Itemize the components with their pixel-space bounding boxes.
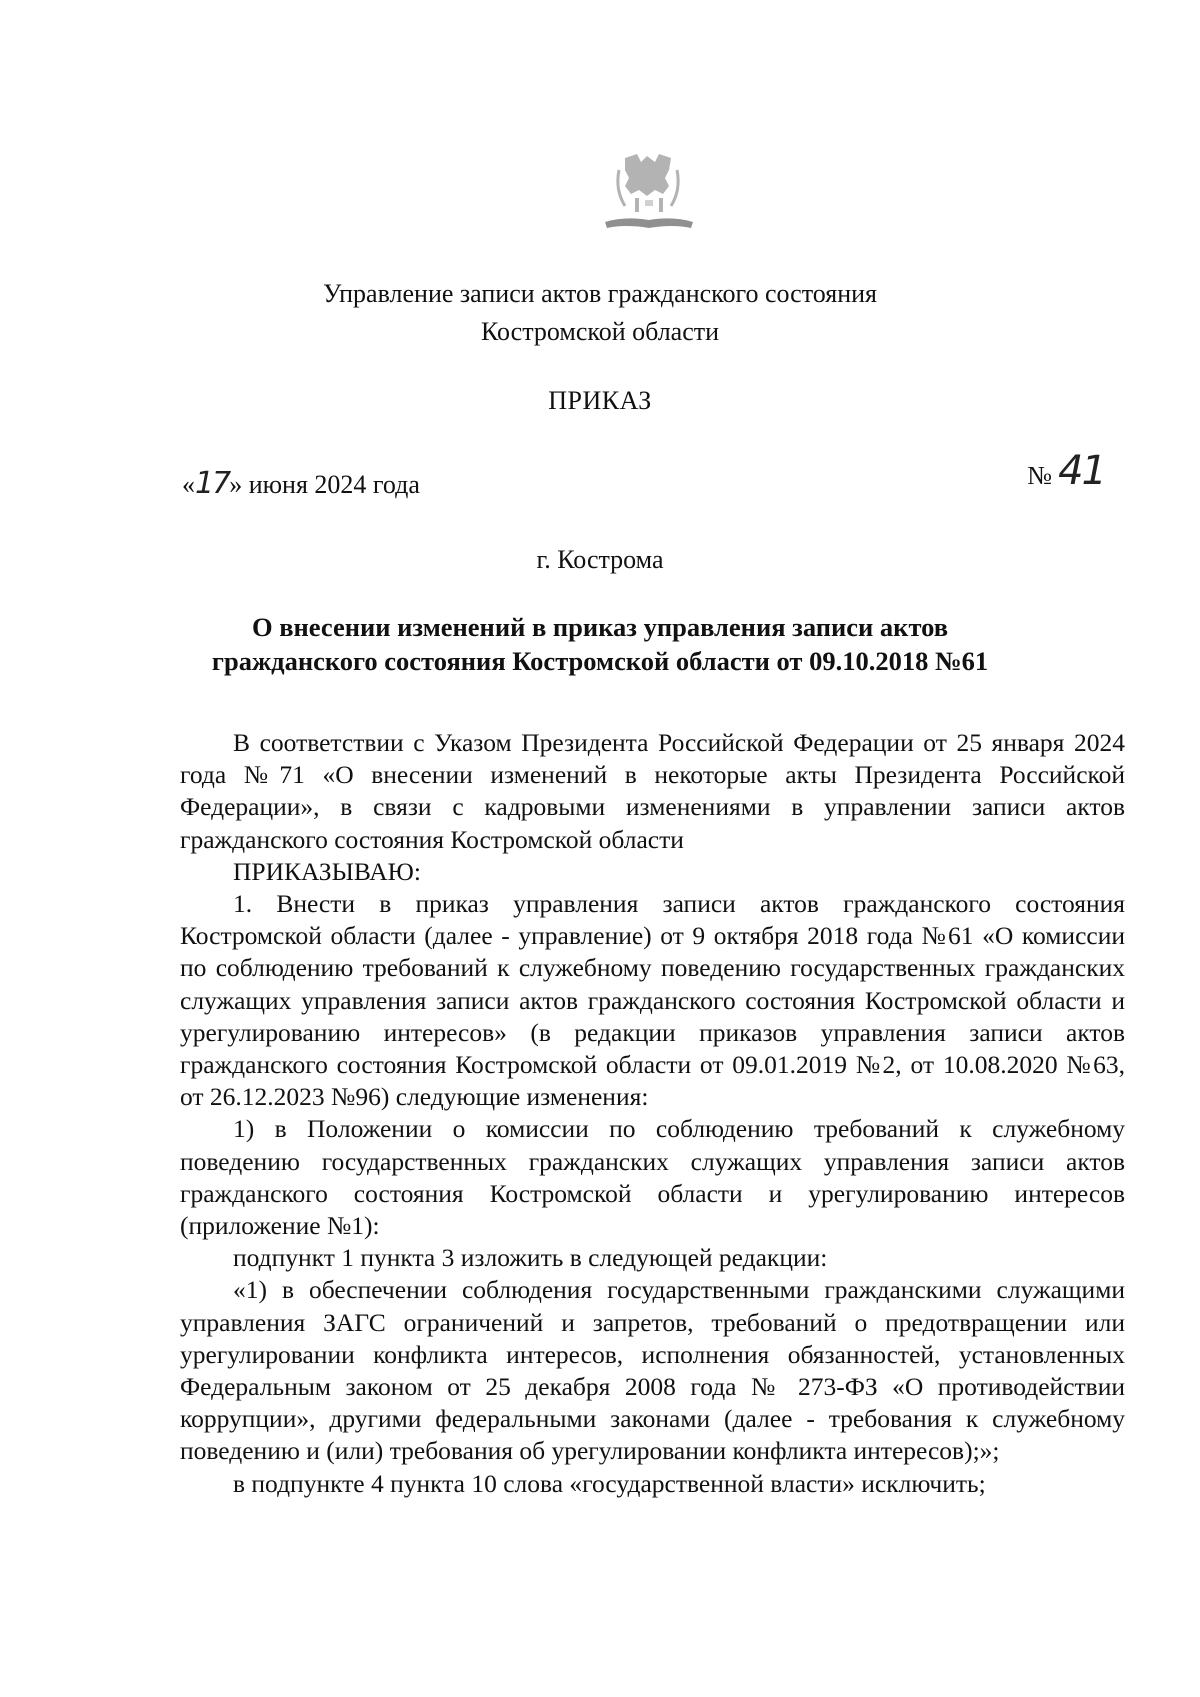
- coat-of-arms-emblem: [585, 150, 715, 250]
- date-open-quote: «: [182, 470, 195, 499]
- order-date: [182, 466, 420, 501]
- order-subject-line1: О внесении изменений в приказ управления записи актов: [251, 612, 949, 642]
- body-paragraph-subpoint-text: «1) в обеспечении соблюдения государственными гражданскими служащими управления ЗАГС ограничений и запретов, требований о предотвращении или урегулировании конфликта интересов, исполнения обязанностей, установленных Федеральным законом от 25 декабря 2008 года № 273-ФЗ «О противодействии коррупции», другими федеральными законами (далее - требования к служебному поведению и (или) требования об урегулировании конфликта интересов);»;: [180, 1275, 1125, 1466]
- body-paragraph-preamble: В соответствии с Указом Президента Российской Федерации от 25 января 2024 года №71 «О внесении изменений в некоторые акты Президента Российской Федерации», в связи с кадровыми изменениями в управлении записи актов гражданского состояния Костромской области: [180, 728, 1125, 854]
- order-number: [1027, 448, 1105, 494]
- handwritten-day: 17: [195, 466, 230, 501]
- organization-name-line2: Костромской области: [480, 317, 720, 346]
- body-paragraph-subitem-1: 1) в Положении о комиссии по соблюдению требований к служебному поведению государственных гражданских служащих управления записи актов гражданского состояния Костромской области и урегулированию интересов (приложение №1):: [180, 1114, 1125, 1241]
- body-paragraph-order-word: ПРИКАЗЫВАЮ:: [233, 856, 421, 886]
- handwritten-number: 41: [1058, 448, 1105, 494]
- body-paragraph-subpoint-intro: подпункт 1 пункта 3 изложить в следующей редакции:: [233, 1243, 828, 1273]
- document-type-title: ПРИКАЗ: [548, 386, 652, 415]
- order-body: [180, 727, 1125, 1500]
- body-paragraph-item-1: 1. Внести в приказ управления записи актов гражданского состояния Костромской области (далее - управление) от 9 октября 2018 года №61 «О комиссии по соблюдению требований к служебному поведению государственных гражданских служащих управления записи актов гражданского состояния Костромской области и урегулированию интересов» (в редакции приказов управления записи актов гражданского состояния Костромской области от 09.01.2019 №2, от 10.08.2020 №63, от 26.12.2023 №96) следующие изменения:: [180, 889, 1125, 1112]
- organization-name: [0, 275, 1200, 351]
- date-month-year: » июня 2024 года: [229, 470, 420, 499]
- city-name: г. Кострома: [536, 545, 664, 574]
- organization-name-line1: Управление записи актов гражданского состояния: [323, 279, 877, 308]
- body-paragraph-exclusion: в подпункте 4 пункта 10 слова «государственной власти» исключить;: [233, 1468, 986, 1498]
- number-label: №: [1027, 461, 1053, 490]
- order-subject-line2: гражданского состояния Костромской области от 09.10.2018 №61: [211, 646, 989, 676]
- order-subject: [140, 610, 1060, 678]
